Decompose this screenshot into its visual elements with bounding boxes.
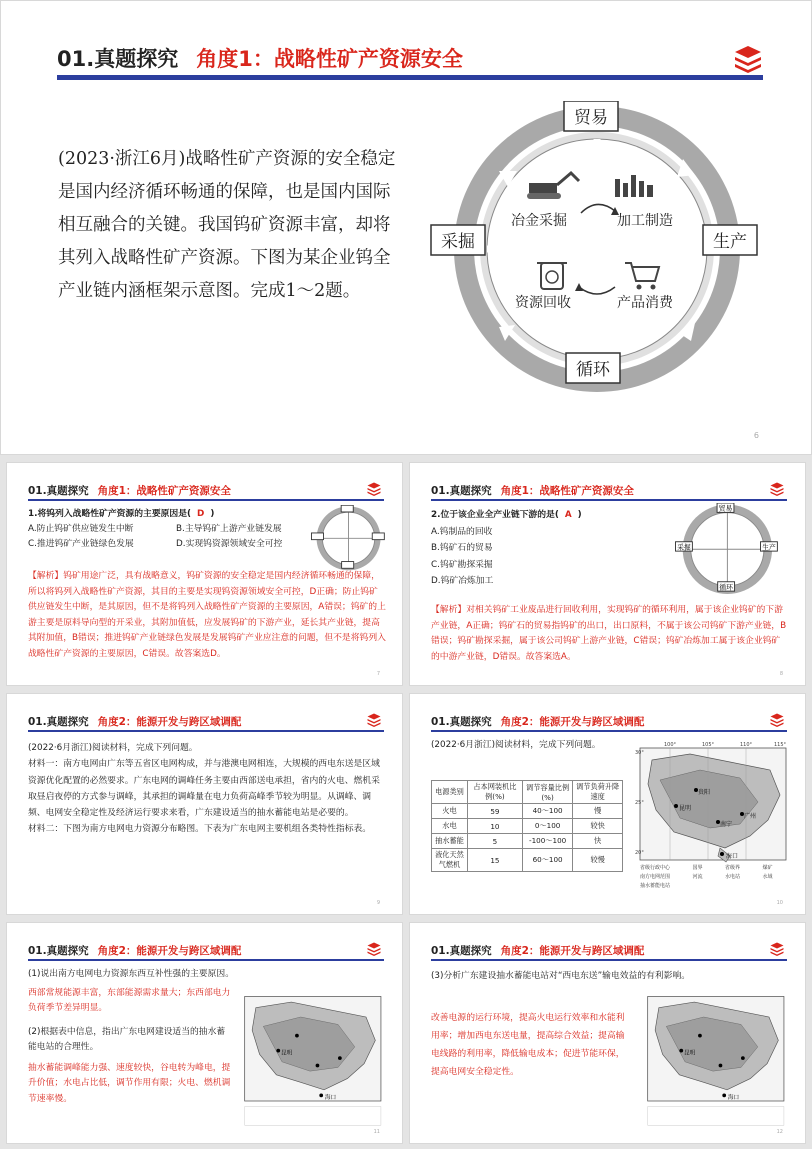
slide-header xyxy=(431,483,634,498)
header-underline xyxy=(28,730,384,732)
layers-icon xyxy=(769,941,785,957)
slide-header xyxy=(28,483,231,498)
layers-icon xyxy=(732,43,764,75)
question-close: ) xyxy=(210,509,215,519)
slide-question-3 xyxy=(409,922,806,1144)
slide-header xyxy=(431,714,644,729)
legend-item: 国界 xyxy=(692,865,703,871)
label-mining: 采掘 xyxy=(677,543,691,552)
question-1: (1)说出南方电网电力资源东西互补性强的主要原因。 xyxy=(28,969,234,979)
lat-label: 30° xyxy=(635,750,644,756)
place-label: 海口 xyxy=(324,1095,337,1102)
question-block xyxy=(28,507,318,552)
lon-label: 115° xyxy=(774,742,787,748)
option-b: B.主导钨矿上游产业链发展 xyxy=(176,524,282,534)
lat-label: 25° xyxy=(635,800,644,806)
map-legend xyxy=(640,864,790,889)
intro-text: (2023·浙江6月)战略性矿产资源的安全稳定是国内经济循环畅通的保障，也是国内国际相互融合的关键。我国钨矿资源丰富，却将其列入战略性矿产资源。下图为某企业钨全产业链内涵框架示意图。完成1～2题。 xyxy=(58,149,396,301)
material-source: (2022·6月浙江)阅读材料，完成下列问题。 xyxy=(431,740,601,750)
layers-icon xyxy=(366,712,382,728)
table-header: 调节容量比例(%) xyxy=(522,781,573,804)
place-label: 贵阳 xyxy=(698,789,711,796)
angle-title: 角度1：战略性矿产资源安全 xyxy=(500,485,634,497)
label-recycling: 资源回收 xyxy=(515,295,571,311)
table-cell: 60～100 xyxy=(522,849,573,872)
layers-icon xyxy=(769,712,785,728)
table-cell: 液化天然气燃机 xyxy=(432,849,468,872)
analysis-text: 【解析】对相关钨矿工业废品进行回收利用，实现钨矿的循环利用，属于该企业钨矿的下游产业链，A正确；钨矿石的贸易指钨矿的出口，出口原料，不属于该公司钨矿下游产业链，B错误；钨矿勘探采掘，属于该公司钨矿上游产业链，C错误；钨矿冶炼加工属于该企业钨矿的中游产业链，D错误。故答案选A。 xyxy=(431,605,787,662)
table-cell: 15 xyxy=(468,849,523,872)
table-header: 调节负荷升降速度 xyxy=(573,781,623,804)
table-cell: 10 xyxy=(468,819,523,834)
header-underline xyxy=(431,730,787,732)
section-title: 01.真题探究 xyxy=(431,716,492,728)
table-cell: 5 xyxy=(468,834,523,849)
option-c: C.推进钨矿产业链绿色发展 xyxy=(28,539,134,549)
layers-icon xyxy=(366,941,382,957)
slide-q1 xyxy=(6,462,403,686)
slide-table-map xyxy=(409,693,806,915)
map-container xyxy=(630,740,790,910)
slide-main xyxy=(0,0,812,455)
table-row xyxy=(432,804,623,819)
question-close: ) xyxy=(577,510,582,520)
section-title: 01.真题探究 xyxy=(431,485,492,497)
question-2: (2)根据表中信息，指出广东电网建设适当的抽水蓄能电站的合理性。 xyxy=(28,1026,226,1052)
slide-header xyxy=(28,714,241,729)
slide-header xyxy=(431,943,644,958)
place-label: 昆明 xyxy=(281,1050,293,1057)
table-header: 占本网装机比例(%) xyxy=(468,781,523,804)
angle-title: 角度1：战略性矿产资源安全 xyxy=(196,47,463,71)
section-title: 01.真题探究 xyxy=(28,716,89,728)
table-cell: 火电 xyxy=(432,804,468,819)
options xyxy=(28,522,318,552)
industry-chain-diagram-small xyxy=(311,505,387,577)
slide-material xyxy=(6,693,403,915)
page-number: 6 xyxy=(753,431,759,440)
table-cell: 59 xyxy=(468,804,523,819)
label-metallurgy-mining: 冶金采掘 xyxy=(511,213,567,229)
legend-item: 水电站 xyxy=(725,874,741,880)
material-text xyxy=(28,740,386,838)
lon-label: 110° xyxy=(740,742,753,748)
table-cell: 快 xyxy=(573,834,623,849)
answer-1: 西部常规能源丰富，东部能源需求量大；东西部电力负荷季节差异明显。 xyxy=(28,987,231,1013)
label-mining: 采掘 xyxy=(441,232,475,252)
section-title: 01.真题探究 xyxy=(431,945,492,957)
slide-header xyxy=(57,43,463,73)
place-label: 昆明 xyxy=(684,1050,696,1057)
slide-header xyxy=(28,943,241,958)
legend-item: 河流 xyxy=(692,874,703,880)
lat-label: 20° xyxy=(635,850,644,856)
option-b: B.钨矿石的贸易 xyxy=(431,543,493,553)
label-trade: 贸易 xyxy=(718,504,733,513)
answer: D xyxy=(197,509,205,519)
layers-icon xyxy=(366,481,382,497)
question-3: (3)分析广东建设抽水蓄能电站对“西电东送”输电效益的有利影响。 xyxy=(431,971,691,981)
label-production: 生产 xyxy=(762,543,776,552)
legend-item: 水域 xyxy=(762,874,773,880)
label-consumption: 产品消费 xyxy=(617,295,673,311)
legend-item: 省级界 xyxy=(725,865,741,871)
analysis-text: 【解析】钨矿用途广泛，具有战略意义，钨矿资源的安全稳定是国内经济循环畅通的保障，所以将钨列入战略性矿产资源，其目的主要是实现钨资源领域安全可控，D正确；防止钨矿供应链发生中断，是其原因，但不是将钨列入战略性矿产资源的主要原因，A错误；钨矿的上游主要是原料导向型的开采业，其附加值低，应发展钨矿的下游产业，延长其产业链，提高其附加值，B错误；推进钨矿产业链绿色发展是发展钨矿产业应注意的问题，但不是将钨列入战略性矿产资源的主要原因，C错误。故答案选D。 xyxy=(28,571,386,659)
question-block xyxy=(431,507,681,590)
material-two: 材料二：下图为南方电网电力资源分布略图。下表为广东电网主要机组各类特性指标表。 xyxy=(28,824,372,835)
option-d: D.实现钨资源领域安全可控 xyxy=(176,539,283,549)
page-number: 10 xyxy=(776,900,783,906)
answer-2: 抽水蓄能调峰能力强、速度较快，谷电转为峰电，提升价值；水电占比低，调节作用有限；火电、燃机调节速率慢。 xyxy=(28,1062,231,1104)
angle-title: 角度2：能源开发与跨区域调配 xyxy=(500,716,645,728)
angle-title: 角度1：战略性矿产资源安全 xyxy=(97,485,231,497)
industry-chain-diagram xyxy=(429,101,769,421)
legend-item: 南方电网范围 xyxy=(640,874,671,880)
lon-label: 105° xyxy=(702,742,715,748)
angle-title: 角度2：能源开发与跨区域调配 xyxy=(500,945,645,957)
industry-chain-diagram-small xyxy=(674,503,782,603)
place-label: 南宁 xyxy=(720,821,733,828)
material-one: 材料一：南方电网由广东等五省区电网构成，并与港澳电网相连，大规模的西电东送是区域资源优化配置的必然要求。广东电网的调峰任务主要由西部送电承担，省内的火电、燃机采取昼启夜停的方式参与调峰，其承担的调峰量在电力负荷高峰季节较为明显。从调峰、调频、电网安全稳定性及经济运行要求来看，广东建设适当的抽水蓄能电站是必要的。 xyxy=(28,759,380,819)
page-number: 11 xyxy=(373,1129,380,1135)
legend-item: 省级行政中心 xyxy=(640,865,671,871)
answer-3: 改善电源的运行环境，提高火电运行效率和水能利用率；增加西电东送电量，提高综合效益；提高输电线路的利用率，降低输电成本；促进节能环保，提高电网安全稳定性。 xyxy=(431,1013,625,1077)
question-text: 2.位于该企业全产业链下游的是( xyxy=(431,510,559,520)
table-cell: 水电 xyxy=(432,819,468,834)
place-label: 广州 xyxy=(744,813,757,820)
slide-questions-1-2 xyxy=(6,922,403,1144)
header-underline xyxy=(431,959,787,961)
slide-q2 xyxy=(409,462,806,686)
table-cell: 慢 xyxy=(573,804,623,819)
section-title: 01.真题探究 xyxy=(28,485,89,497)
qa-block xyxy=(28,967,233,1107)
question-text: 1.将钨列入战略性矿产资源的主要原因是( xyxy=(28,509,192,519)
angle-title: 角度2：能源开发与跨区域调配 xyxy=(97,945,242,957)
angle-title: 角度2：能源开发与跨区域调配 xyxy=(97,716,242,728)
answer: A xyxy=(564,510,572,520)
label-production: 生产 xyxy=(713,232,747,252)
table-cell: 抽水蓄能 xyxy=(432,834,468,849)
layers-icon xyxy=(769,481,785,497)
page-number: 8 xyxy=(779,671,783,677)
place-label: 海口 xyxy=(727,1095,740,1102)
page-number: 12 xyxy=(776,1129,783,1135)
label-processing: 加工制造 xyxy=(617,213,673,229)
table-row xyxy=(432,849,623,872)
table-header: 电源类别 xyxy=(432,781,468,804)
table-cell: 40～100 xyxy=(522,804,573,819)
table-header-row xyxy=(432,781,623,804)
option-c: C.钨矿勘探采掘 xyxy=(431,559,493,570)
section-title: 01.真题探究 xyxy=(28,945,89,957)
table-cell: -100～100 xyxy=(522,834,573,849)
header-underline xyxy=(28,959,384,961)
page-number: 9 xyxy=(376,900,380,906)
option-a: A.防止钨矿供应链发生中断 xyxy=(28,524,134,534)
place-label: 昆明 xyxy=(679,805,692,812)
header-underline xyxy=(57,75,763,80)
label-trade: 贸易 xyxy=(574,108,608,128)
power-grid-map xyxy=(235,989,385,1129)
header-underline xyxy=(431,499,787,501)
section-title: 01.真题探究 xyxy=(57,47,179,71)
option-d: D.钨矿冶炼加工 xyxy=(431,576,494,586)
option-a: A.钨制品的回收 xyxy=(431,526,493,537)
generator-table xyxy=(431,780,623,872)
lon-label: 100° xyxy=(664,742,677,748)
table-cell: 较慢 xyxy=(573,849,623,872)
power-grid-map xyxy=(638,989,788,1129)
table-cell: 较快 xyxy=(573,819,623,834)
label-cycle: 循环 xyxy=(576,360,610,380)
material-source: (2022·6月浙江)阅读材料，完成下列问题。 xyxy=(28,743,198,753)
legend-item: 煤矿 xyxy=(762,865,773,871)
header-underline xyxy=(28,499,384,501)
table-cell: 0～100 xyxy=(522,819,573,834)
label-cycle: 循环 xyxy=(719,583,733,592)
table-row xyxy=(432,834,623,849)
legend-item: 抽水蓄能电站 xyxy=(640,883,671,889)
page-number: 7 xyxy=(376,671,380,677)
place-label: 海口 xyxy=(726,853,739,860)
table-row xyxy=(432,819,623,834)
